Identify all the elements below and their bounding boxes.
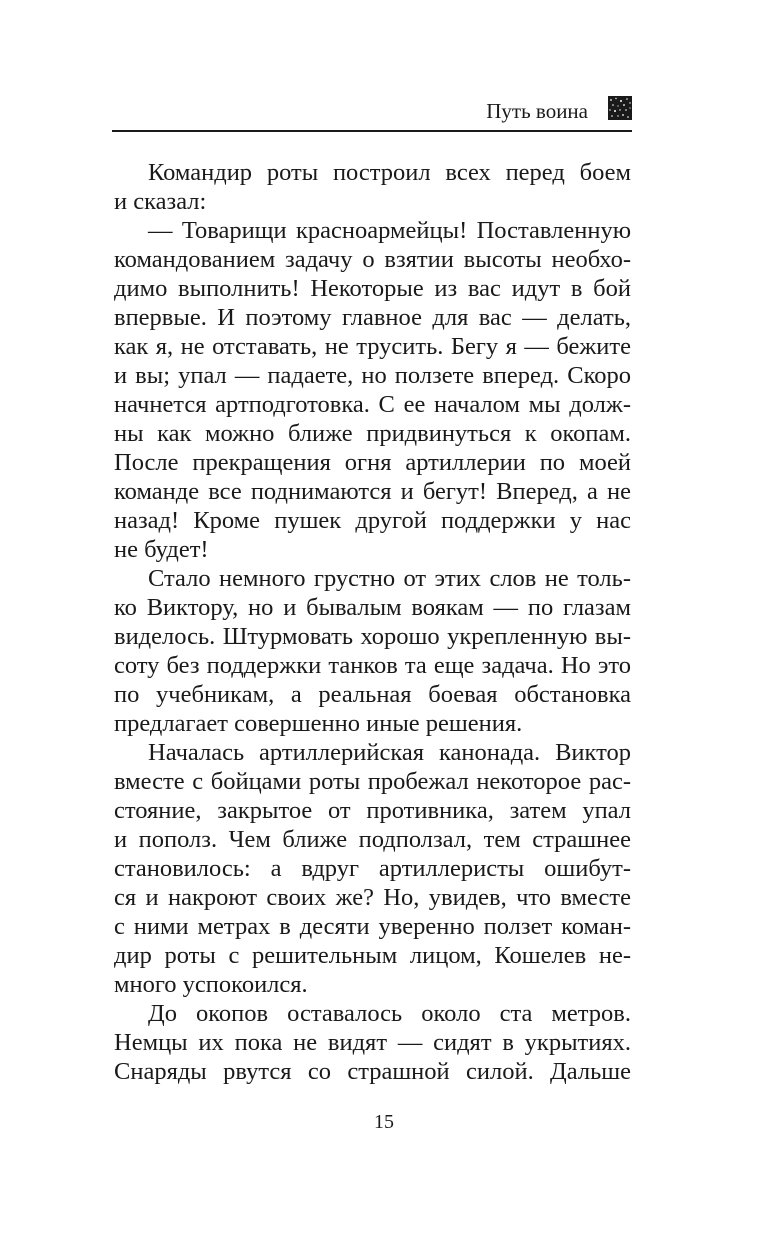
text-line: много успокоился. [114,971,308,998]
running-head [112,96,632,126]
text-line: ся и накроют своих же? Но, увидев, что вместе [114,884,631,911]
text-line: димо выполнить! Некоторые из вас идут в бой [114,275,631,302]
text-line: и сказал: [114,188,207,215]
text-line: начнется артподготовка. С ее началом мы долж- [114,391,631,418]
text-line: соту без поддержки танков та еще задача. Но это [114,652,631,679]
text-line: становилось: а вдруг артиллеристы ошибут- [114,855,631,882]
page-number: 15 [374,1111,394,1133]
text-line: впервые. И поэтому главное для вас — делать, [114,304,631,331]
text-line: с ними метрах в десяти уверенно ползет коман- [114,913,631,940]
text-line: командованием задачу о взятии высоты необхо- [114,246,631,273]
text-line: команде все поднимаются и бегут! Вперед, а не [114,478,631,505]
text-line: ко Виктору, но и бывалым воякам — по глазам [114,594,631,621]
text-line: ны как можно ближе придвинуться к окопам. [114,420,631,447]
text-line: Немцы их пока не видят — сидят в укрытиях. [114,1029,631,1056]
text-line: как я, не отставать, не трусить. Бегу я — бежите [114,333,631,360]
text-line: вместе с бойцами роты пробежал некоторое рас- [114,768,631,795]
text-line: не будет! [114,536,209,563]
text-line: Стало немного грустно от этих слов не толь- [148,565,631,592]
header-rule [112,130,632,132]
text-line: предлагает совершенно иные решения. [114,710,523,737]
text-line: и пополз. Чем ближе подползал, тем страшнее [114,826,631,853]
text-line: стояние, закрытое от противника, затем упал [114,797,631,824]
text-line: Командир роты построил всех перед боем [148,159,631,186]
text-line: До окопов оставалось около ста метров. [148,1000,631,1027]
text-line: дир роты с решительным лицом, Кошелев не- [114,942,631,969]
running-title: Путь воина [486,99,588,123]
text-line: — Товарищи красноармейцы! Поставленную [148,217,631,244]
text-line: по учебникам, а реальная боевая обстановка [114,681,631,708]
text-line: виделось. Штурмовать хорошо укрепленную вы- [114,623,631,650]
text-line: Началась артиллерийская канонада. Виктор [148,739,631,766]
body-text [114,158,631,1086]
text-line: После прекращения огня артиллерии по моей [114,449,631,476]
starfield-square-icon [608,96,632,120]
text-line: Снаряды рвутся со страшной силой. Дальше [114,1058,631,1085]
text-line: назад! Кроме пушек другой поддержки у нас [114,507,631,534]
text-line: и вы; упал — падаете, но ползете вперед. Скоро [114,362,631,389]
